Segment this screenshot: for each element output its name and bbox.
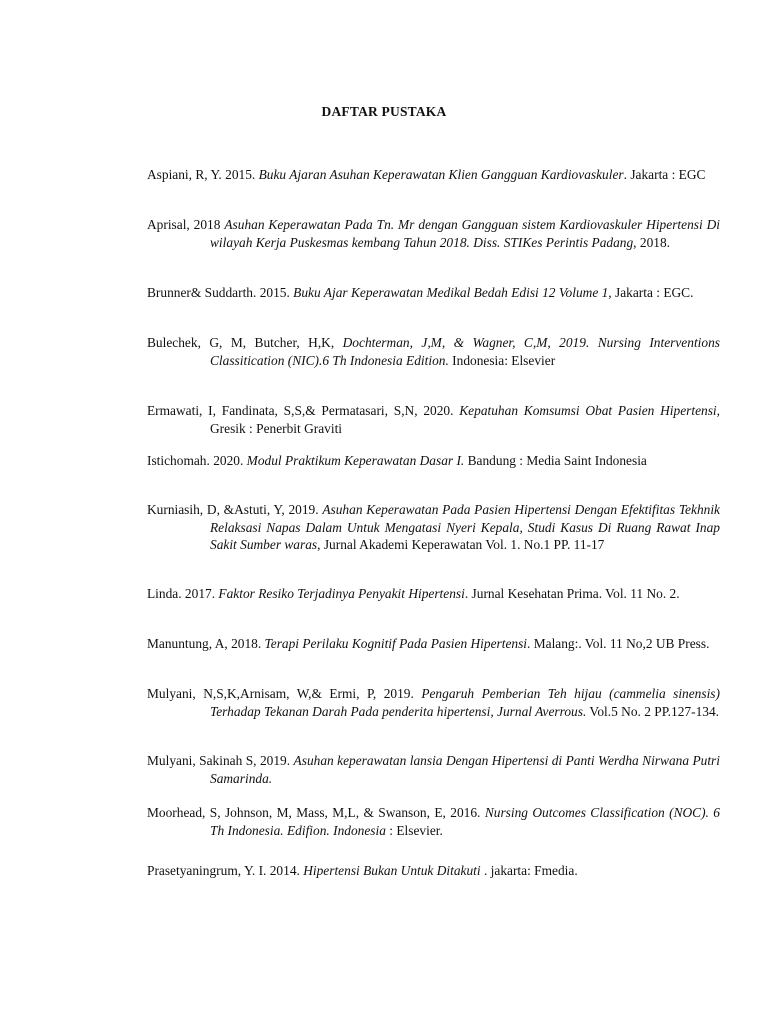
reference-authors: Aspiani, R, Y. 2015. xyxy=(147,167,259,182)
reference-title: Terapi Perilaku Kognitif Pada Pasien Hipertensi xyxy=(264,636,528,651)
reference-title: Buku Ajar Keperawatan Medikal Bedah Edisi 12 Volume 1, xyxy=(293,285,612,300)
reference-publisher: . Malang:. Vol. 11 No,2 UB Press. xyxy=(527,636,710,651)
reference-authors: Bulechek, G, M, Butcher, H,K, xyxy=(147,335,343,350)
reference-publisher: , Jurnal Akademi Keperawatan Vol. 1. No.1 PP. 11-17 xyxy=(317,537,605,552)
reference-publisher: . Jurnal Kesehatan Prima. Vol. 11 No. 2. xyxy=(464,586,680,601)
reference-authors: Moorhead, S, Johnson, M, Mass, M,L, & Swanson, E, 2016. xyxy=(147,805,485,820)
reference-publisher: Vol.5 No. 2 PP.127-134. xyxy=(586,703,720,719)
reference-entry xyxy=(147,334,720,369)
reference-title: Hipertensi Bukan Untuk Ditakuti xyxy=(303,863,481,878)
reference-title: Dochterman, J,M, & Wagner, C,M, 2019. Nursing Interventions Classitication (NIC).6 Th Indonesia Edition. xyxy=(210,335,720,368)
reference-authors: Aprisal, 2018 xyxy=(147,217,225,232)
reference-authors: Prasetyaningrum, Y. I. 2014. xyxy=(147,863,304,878)
reference-authors: Ermawati, I, Fandinata, S,S,& Permatasari, S,N, 2020. xyxy=(147,403,460,418)
reference-authors: Istichomah. 2020. xyxy=(147,453,247,468)
reference-publisher: , 2018. xyxy=(633,234,670,250)
reference-entry xyxy=(147,752,720,787)
reference-publisher: . jakarta: Fmedia. xyxy=(480,863,578,878)
reference-authors: Linda. 2017. xyxy=(147,586,219,601)
reference-entry xyxy=(147,635,720,653)
reference-title: Pengaruh Pemberian Teh hijau (cammelia sinensis) Terhadap Tekanan Darah Pada penderita hipertensi, Jurnal Averrous. xyxy=(210,686,720,719)
reference-entry xyxy=(147,284,720,302)
reference-title: Faktor Resiko Terjadinya Penyakit Hipertensi xyxy=(218,586,465,601)
reference-title: Nursing Outcomes Classification (NOC). 6 Th Indonesia. Edifion. Indonesia xyxy=(210,805,720,838)
reference-title: Modul Praktikum Keperawatan Dasar I. xyxy=(246,453,465,468)
reference-publisher: Indonesia: Elsevier xyxy=(448,352,556,368)
reference-authors: Manuntung, A, 2018. xyxy=(147,636,265,651)
reference-title: Asuhan Keperawatan Pada Tn. Mr dengan Gangguan sistem Kardiovaskuler Hipertensi Di wilayah Kerja Puskesmas kembang Tahun 2018. Diss. STIKes Perintis Padang xyxy=(210,217,720,250)
reference-title: Asuhan keperawatan lansia Dengan Hipertensi di Panti Werdha Nirwana Putri Samarinda. xyxy=(210,753,720,786)
reference-entry xyxy=(147,501,720,554)
reference-title: Kepatuhan Komsumsi Obat Pasien Hipertensi, xyxy=(459,403,720,418)
reference-entry xyxy=(147,804,720,839)
reference-publisher: : Elsevier. xyxy=(385,822,443,838)
reference-publisher: Bandung : Media Saint Indonesia xyxy=(464,453,647,468)
reference-authors: Mulyani, N,S,K,Arnisam, W,& Ermi, P, 2019. xyxy=(147,686,422,701)
reference-publisher: . Jakarta : EGC xyxy=(623,167,706,182)
reference-title: Asuhan Keperawatan Pada Pasien Hipertensi Dengan Efektifitas Tekhnik Relaksasi Napas Dalam Untuk Mengatasi Nyeri Kepala, Studi Kasus Di Ruang Rawat Inap Sakit Sumber waras xyxy=(210,502,720,552)
reference-entry xyxy=(147,166,720,184)
reference-entry xyxy=(147,452,688,470)
reference-publisher: Gresik : Penerbit Graviti xyxy=(210,420,343,436)
reference-authors: Brunner& Suddarth. 2015. xyxy=(147,285,294,300)
reference-entry xyxy=(147,585,720,603)
reference-entry xyxy=(147,402,720,437)
reference-title: Buku Ajaran Asuhan Keperawatan Klien Gangguan Kardiovaskuler xyxy=(258,167,624,182)
reference-authors: Mulyani, Sakinah S, 2019. xyxy=(147,753,294,768)
reference-entry xyxy=(147,685,720,720)
page-title: DAFTAR PUSTAKA xyxy=(321,104,447,119)
reference-publisher: Jakarta : EGC. xyxy=(611,285,694,300)
reference-entry xyxy=(147,216,720,251)
reference-authors: Kurniasih, D, &Astuti, Y, 2019. xyxy=(147,502,323,517)
reference-entry xyxy=(147,862,720,880)
